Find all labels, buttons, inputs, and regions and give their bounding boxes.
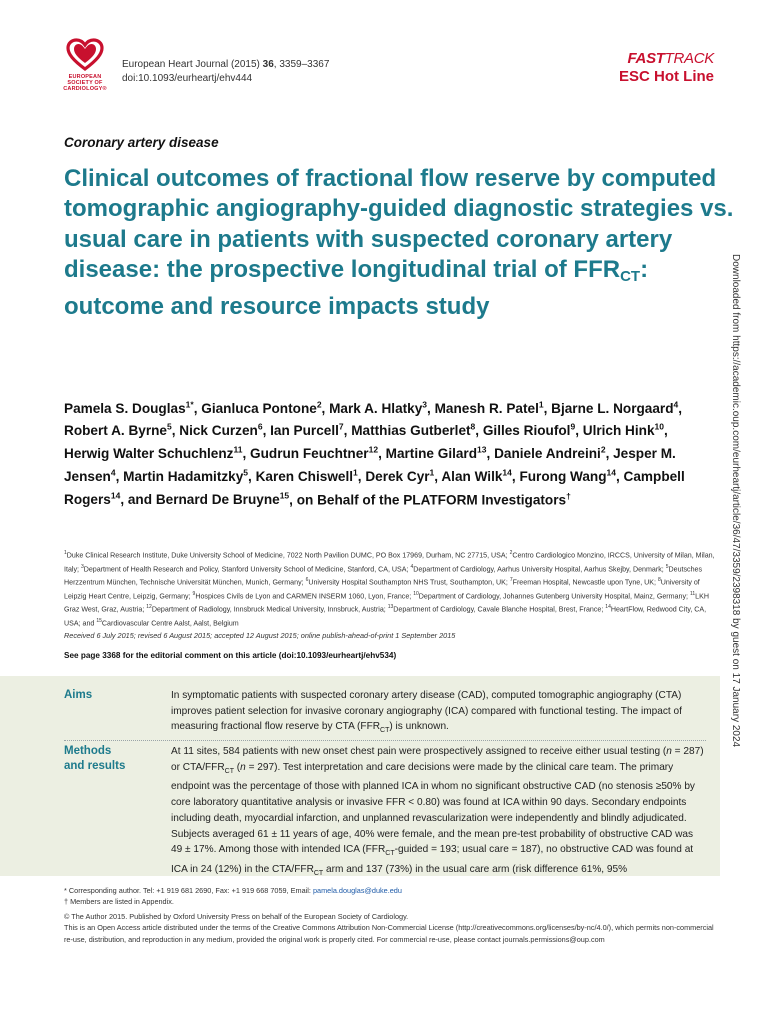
author-affiliation-mark: 15 (279, 490, 290, 501)
license-text: This is an Open Access article distributed under the terms of the Creative Commons Attribution Non-Commercial License (http://creativecommons.org/licenses/by-nc/4.0/), which permits non-commercial re-use, distribution, and reproduction in any medium, provided the original work is properly cited. For commercial re-use, please contact journals.permissions@oup.com (64, 923, 714, 944)
affiliation-number: 13 (387, 604, 394, 611)
author-name: Jesper M. Jensen (64, 446, 676, 485)
affiliation-number: 10 (413, 590, 419, 597)
author-affiliation-mark: 1* (185, 399, 194, 409)
author-list: Pamela S. Douglas$^{1*}$, Gianluca Pontone$^2$, Mark A. Hlatky$^3$, Manesh R. Patel$^1$, Bjarne L. Norgaard$^4$, Robert A. Byrne$^5$, Nick Curzen$^6$, Ian Purcell$^7$, Matthias Gutberlet$^8$, Gilles Rioufol$^9$, Ulrich Hink$^{10}$, Herwig Walter Schuchlenz$^{11}$, Gudrun Feuchtner$^{12}$, Martine Gilard$^{13}$, Daniele Andreini$^2$, Jesper M. Jensen$^4$, Martin Hadamitzky$^5$, Karen Chiswell$^1$, Derek Cyr$^1$, Alan Wilk$^{14}$, Furong Wang$^{14}$, Campbell Rogers$^{14}$, and Bernard De Bruyne$^{15}$, on Behalf of the PLATFORM Investigators† (64, 399, 685, 508)
author-affiliation-mark: 5 (166, 421, 172, 432)
author-name: Ian Purcell (270, 423, 339, 439)
affiliation-text: Cardiovascular Centre Aalst, Aalst, Belgium (101, 619, 239, 628)
author-name: Furong Wang (519, 469, 607, 485)
author-name: Gilles Rioufol (482, 423, 571, 439)
affiliation-number: 12 (146, 604, 152, 611)
author-name: Martin Hadamitzky (123, 469, 244, 485)
author-affiliation-mark: 6 (257, 421, 263, 432)
author-affiliation-mark: 8 (470, 421, 476, 432)
logo-text: EUROPEAN SOCIETY OF CARDIOLOGY® (63, 74, 107, 92)
author-name: Mark A. Hlatky (329, 400, 423, 416)
author-affiliation-mark: 11 (233, 444, 243, 455)
methods-text: At 11 sites, 584 patients with new onset chest pain were prospectively assigned to receive either usual testing (n = 287) or CTA/$FFR_{CT}$ (n = 297). Test interpretation and care decisions were made by the clinical care team. The primary endpoint was the percentage of those with planned ICA in whom no significant obstructive CAD (no stenosis ≥50% by core laboratory quantitative analysis or invasive FFR < 0.80) was found at ICA within 90 days. Secondary endpoints including death, myocardial infarction, and unplanned revascularization were independently and blindly adjudicated. Subjects averaged 61 ± 11 years of age, 40% were female, and the mean pre-test probability of obstructive CAD was 49 ± 17%. Among those with intended ICA ($FFR_{CT}$-guided = 193; usual care = 187), no obstructive CAD was found at ICA in 24 (12%) in the CTA/$FFR_{CT}$ arm and 137 (73%) in the usual care arm (risk difference 61%, 95% (171, 746, 704, 876)
hotline-label: ESC Hot Line (618, 68, 714, 85)
affiliation-number: 4 (410, 563, 414, 570)
members-note: † Members are listed in Appendix. (64, 897, 174, 907)
aims-heading: Aims (64, 689, 93, 701)
affiliation-number: 3 (80, 563, 84, 570)
affiliation-number: 1 (64, 550, 67, 556)
doi-text: doi:10.1093/eurheartj/ehv444 (122, 73, 253, 84)
affiliation-text: Centro Cardiologico Monzino, IRCCS, University of Milan, Milan, Italy; (64, 551, 715, 573)
affiliation-text: Freeman Hospital, Newcastle upon Tyne, UK; (512, 578, 658, 587)
copyright: © The Author 2015. Published by Oxford University Press on behalf of the European Society of Cardiology. (64, 911, 409, 921)
heart-logo-icon (65, 38, 105, 72)
author-affiliation-mark: 2 (316, 399, 322, 409)
affiliation-text: Deutsches Herzzentrum München, Technische Universität München, Munich, Germany; (64, 564, 703, 587)
author-affiliation-mark: 10 (654, 421, 664, 432)
author-name: Alan Wilk (441, 469, 503, 485)
author-name: Robert A. Byrne (64, 423, 167, 439)
affiliation-number: 9 (192, 590, 196, 597)
esc-logo (58, 38, 112, 92)
author-affiliation-mark: 14 (110, 490, 121, 501)
author-affiliation-mark: 14 (502, 467, 512, 478)
download-watermark: Downloaded from https://academic.oup.com/eurheartj/article/36/47/3359/2398318 by guest on 17 January 2024 (730, 254, 741, 748)
footnotes (64, 885, 724, 945)
author-name: Bernard De Bruyne (155, 492, 280, 508)
fasttrack-badge: FASTTRACK ESC Hot Line (618, 50, 714, 85)
affiliation-text: Hospices Civils de Lyon and CARMEN INSERM 1060, Lyon, France; (195, 592, 414, 601)
author-affiliation-mark: 14 (606, 467, 616, 478)
author-name: Ulrich Hink (582, 423, 655, 439)
affiliation-number: 6 (305, 577, 309, 584)
author-name: Karen Chiswell (255, 469, 354, 485)
author-affiliation-mark: 4 (673, 399, 679, 409)
author-name: Pamela S. Douglas (64, 400, 186, 416)
article-title: Clinical outcomes of fractional flow reserve by computed tomographic angiography-guided diagnostic strategies vs. usual care in patients with suspected coronary artery disease: the prospective longitudinal trial of $FFR_{CT}$: outcome and resource impacts study (64, 165, 734, 321)
author-name: Daniele Andreini (494, 446, 601, 462)
author-affiliation-mark: 7 (338, 421, 344, 432)
author-affiliation-mark: 9 (570, 421, 576, 432)
author-affiliation-mark: 2 (600, 444, 606, 455)
affiliation-text: University Hospital Southampton NHS Trust, Southampton, UK; (308, 578, 510, 587)
affiliation-text: Department of Cardiology, Johannes Gutenberg University Hospital, Mainz, Germany; (418, 592, 690, 601)
affiliation-number: 5 (665, 563, 669, 570)
author-affiliation-mark: 5 (243, 467, 248, 478)
affiliation-text: Department of Health Research and Policy, Stanford University School of Medicine, Stanford, CA, USA; (83, 564, 411, 573)
received-dates: Received 6 July 2015; revised 6 August 2015; accepted 12 August 2015; online publish-ahead-of-print 1 September 2015 (64, 631, 456, 640)
affiliation-number: 8 (657, 577, 661, 584)
author-name: Manesh R. Patel (434, 400, 539, 416)
affiliation-text: Duke Clinical Research Institute, Duke University School of Medicine, 7022 North Pavilion DUMC, PO Box 17969, Durham, NC 27715, USA; (66, 551, 510, 560)
author-affiliation-mark: 1 (353, 467, 358, 478)
abstract-divider (64, 740, 706, 741)
author-name: Derek Cyr (365, 469, 430, 485)
affiliation-text: LKH Graz West, Graz, Austria; (64, 592, 709, 614)
author-name: Herwig Walter Schuchlenz (64, 446, 234, 462)
affiliation-text: University of Leipzig Heart Centre, Leipzig, Germany; (64, 578, 700, 601)
affiliations (64, 548, 724, 629)
affiliation-number: 7 (509, 577, 513, 584)
author-affiliation-mark: 1 (429, 467, 435, 478)
affiliation-text: HeartFlow, Redwood City, CA, USA; and (64, 605, 707, 628)
aims-text: In symptomatic patients with suspected coronary artery disease (CAD), computed tomographic angiography (CTA) improves patient selection for invasive coronary angiography (ICA) compared with functional testing. The impact of measuring fractional flow reserve by CTA $(FFR_{CT})$ is unknown. (171, 690, 682, 735)
author-affiliation-mark: 13 (477, 444, 487, 455)
affiliation-text: Department of Cardiology, Aarhus University Hospital, Aarhus Skejby, Denmark; (413, 564, 666, 573)
author-affiliation-mark: 12 (368, 444, 379, 455)
affiliation-number: 2 (509, 550, 513, 556)
affiliation-text: Department of Radiology, Innsbruck Medical University, Innsbruck, Austria; (151, 605, 388, 614)
affiliation-number: 14 (605, 604, 611, 611)
affiliation-text: Department of Cardiology, Cavale Blanche Hospital, Brest, France; (393, 605, 606, 614)
corresponding-author: * Corresponding author. Tel: +1 919 681 2690, Fax: +1 919 668 7059, Email: pamela.douglas@duke.edu (64, 886, 402, 895)
structured-abstract (0, 676, 720, 876)
affiliation-number: 15 (96, 617, 102, 624)
section-label: Coronary artery disease (64, 135, 219, 150)
author-affiliation-mark: 4 (110, 467, 116, 478)
author-name: Campbell Rogers (64, 469, 685, 508)
journal-citation: European Heart Journal (2015) 36, 3359–3367 doi:10.1093/eurheartj/ehv444 (122, 59, 330, 84)
author-name: Matthias Gutberlet (351, 423, 471, 439)
methods-heading: Methods and results (64, 745, 126, 772)
author-name: Nick Curzen (179, 423, 258, 439)
author-name: Bjarne L. Norgaard (551, 400, 674, 416)
editorial-note: See page 3368 for the editorial comment on this article (doi:10.1093/eurheartj/ehv534) (64, 651, 397, 660)
author-affiliation-mark: 3 (422, 399, 428, 409)
affiliation-number: 11 (689, 590, 696, 597)
author-name: Martine Gilard (385, 446, 478, 462)
author-affiliation-mark: 1 (538, 399, 544, 409)
author-name: Gudrun Feuchtner (250, 446, 369, 462)
email-link[interactable]: pamela.douglas@duke.edu (312, 886, 402, 895)
author-name: Gianluca Pontone (201, 400, 317, 416)
